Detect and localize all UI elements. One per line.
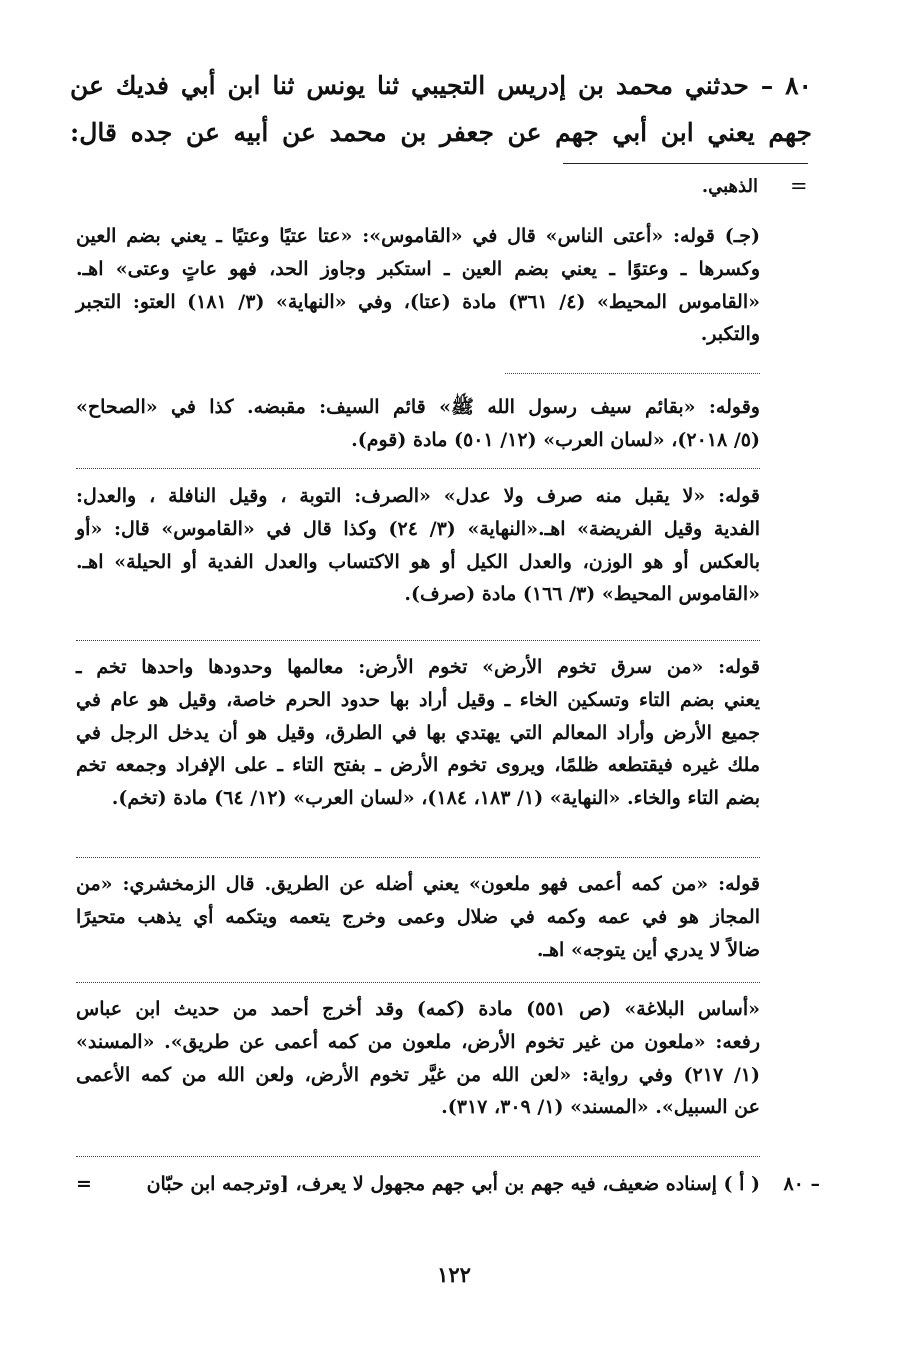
note-line: رفعه: «ملعون من غير تخوم الأرض، ملعون من كمه أعمى عن طريق». «المسند» xyxy=(76,1030,760,1053)
continuation-text: الذهبي. xyxy=(701,176,758,197)
note-line: المجاز هو في عمه وكمه في ضلال وعمى وخرج يتعمه ويتكمه أي يذهب متحيرًا xyxy=(76,905,760,928)
footnote-text: ( أ ) إسناده ضعيف، فيه جهم بن أبي جهم مجهول لا يعرف، [وترجمه ابن حبّان xyxy=(146,1173,760,1195)
note-paragraph-sarf xyxy=(76,480,760,611)
note-line: الفدية وقيل الفريضة» اهـ.«النهاية» (٣/ ٢٤) وكذا قال في «القاموس» قال: «أو xyxy=(76,517,761,540)
footnote-number: ٨٠ – xyxy=(783,1173,820,1195)
footnote-separator xyxy=(563,163,808,164)
hadith-line-1-text: حدثني محمد بن إدريس التجيبي ثنا يونس ثنا ابن أبي فديك عن xyxy=(70,71,749,100)
note-line: (٥/ ٢٠١٨)، «لسان العرب» (١٢/ ٥٠١) مادة (قوم). xyxy=(351,428,760,451)
paragraph-divider xyxy=(76,640,760,641)
note-line: بالعكس أو هو الوزن، والعدل الكيل أو هو الاكتساب والعدل الفدية أو الحيلة» اهـ. xyxy=(76,550,760,573)
note-line: «القاموس المحيط» (٤/ ٣٦١) مادة (عتا)، وفي «النهاية» (٣/ ١٨١) العتو: التجبر xyxy=(76,290,760,313)
note-line: (جـ) قوله: «أعتى الناس» قال في «القاموس»: «عتا عتيًا وعتيًا ـ يعني بضم العين xyxy=(76,225,760,247)
hadith-line-2: جهم يعني ابن أبي جهم عن جعفر بن محمد عن أبيه عن جده قال: xyxy=(70,118,812,147)
paragraph-divider xyxy=(76,857,760,858)
paragraph-divider xyxy=(76,1156,760,1157)
note-line: «أساس البلاغة» (ص ٥٥١) مادة (كمه) وقد أخرج أحمد من حديث ابن عباس xyxy=(76,998,760,1020)
note-line: وكسرها ـ وعتوًا ـ يعني بضم العين ـ استكبر وجاوز الحد، فهو عاتٍ وعتى» اهـ. xyxy=(76,257,760,280)
footnote-continuation-mark: = xyxy=(76,1173,92,1195)
note-paragraph-atw xyxy=(76,220,760,351)
page-number: ١٢٢ xyxy=(437,1262,471,1287)
note-paragraph-asas xyxy=(76,993,760,1124)
hadith-number: ٨٠ – xyxy=(760,71,812,100)
note-line: عن السبيل». «المسند» (١/ ٣٠٩، ٣١٧). xyxy=(441,1096,760,1119)
note-paragraph-qaim xyxy=(76,391,760,457)
continuation-mark: = xyxy=(790,174,808,198)
note-line: ضالاً لا يدري أين يتوجه» اهـ. xyxy=(536,938,760,961)
note-line: بضم التاء والخاء. «النهاية» (١/ ١٨٣، ١٨٤)، «لسان العرب» (١٢/ ٦٤) مادة (تخم). xyxy=(111,787,760,810)
note-line: «القاموس المحيط» (٣/ ١٦٦) مادة (صرف). xyxy=(404,583,760,606)
note-line: قوله: «من سرق تخوم الأرض» تخوم الأرض: معالمها وحدودها واحدها تخم ـ xyxy=(76,656,760,678)
note-line: قوله: «لا يقبل منه صرف ولا عدل» «الصرف: التوبة ، وقيل النافلة ، والعدل: xyxy=(76,485,760,507)
paragraph-divider xyxy=(505,373,760,374)
note-paragraph-tukhum xyxy=(76,651,760,815)
note-line: والتكبر. xyxy=(700,323,760,346)
note-paragraph-kamah xyxy=(76,868,760,966)
note-line: ملك غيره فيقتطعه ظلمًا، ويروى تخوم الأرض ـ بفتح التاء ـ على الإفراد وجمعه تخم xyxy=(76,754,760,777)
note-line: (١/ ٢١٧) وفي رواية: «لعن الله من غيَّر تخوم الأرض، ولعن الله من كمه الأعمى xyxy=(76,1063,760,1086)
note-line: جميع الأرض وأراد المعالم التي يهتدي بها في الطرق، وقيل هو أن يدخل الرجل في xyxy=(76,721,760,744)
note-line: يعني بضم التاء وتسكين الخاء ـ وقيل أراد بها حدود الحرم خاصة، وقيل هو عام في xyxy=(76,688,760,711)
note-line: قوله: «من كمه أعمى فهو ملعون» يعني أضله عن الطريق. قال الزمخشري: «من xyxy=(76,873,760,895)
note-line: وقوله: «بقائم سيف رسول الله ﷺ» قائم السيف: مقبضه. كذا في «الصحاح» xyxy=(76,396,760,418)
hadith-text xyxy=(70,62,812,156)
paragraph-divider xyxy=(76,468,760,469)
paragraph-divider xyxy=(76,982,760,983)
hadith-line-1 xyxy=(70,62,812,109)
